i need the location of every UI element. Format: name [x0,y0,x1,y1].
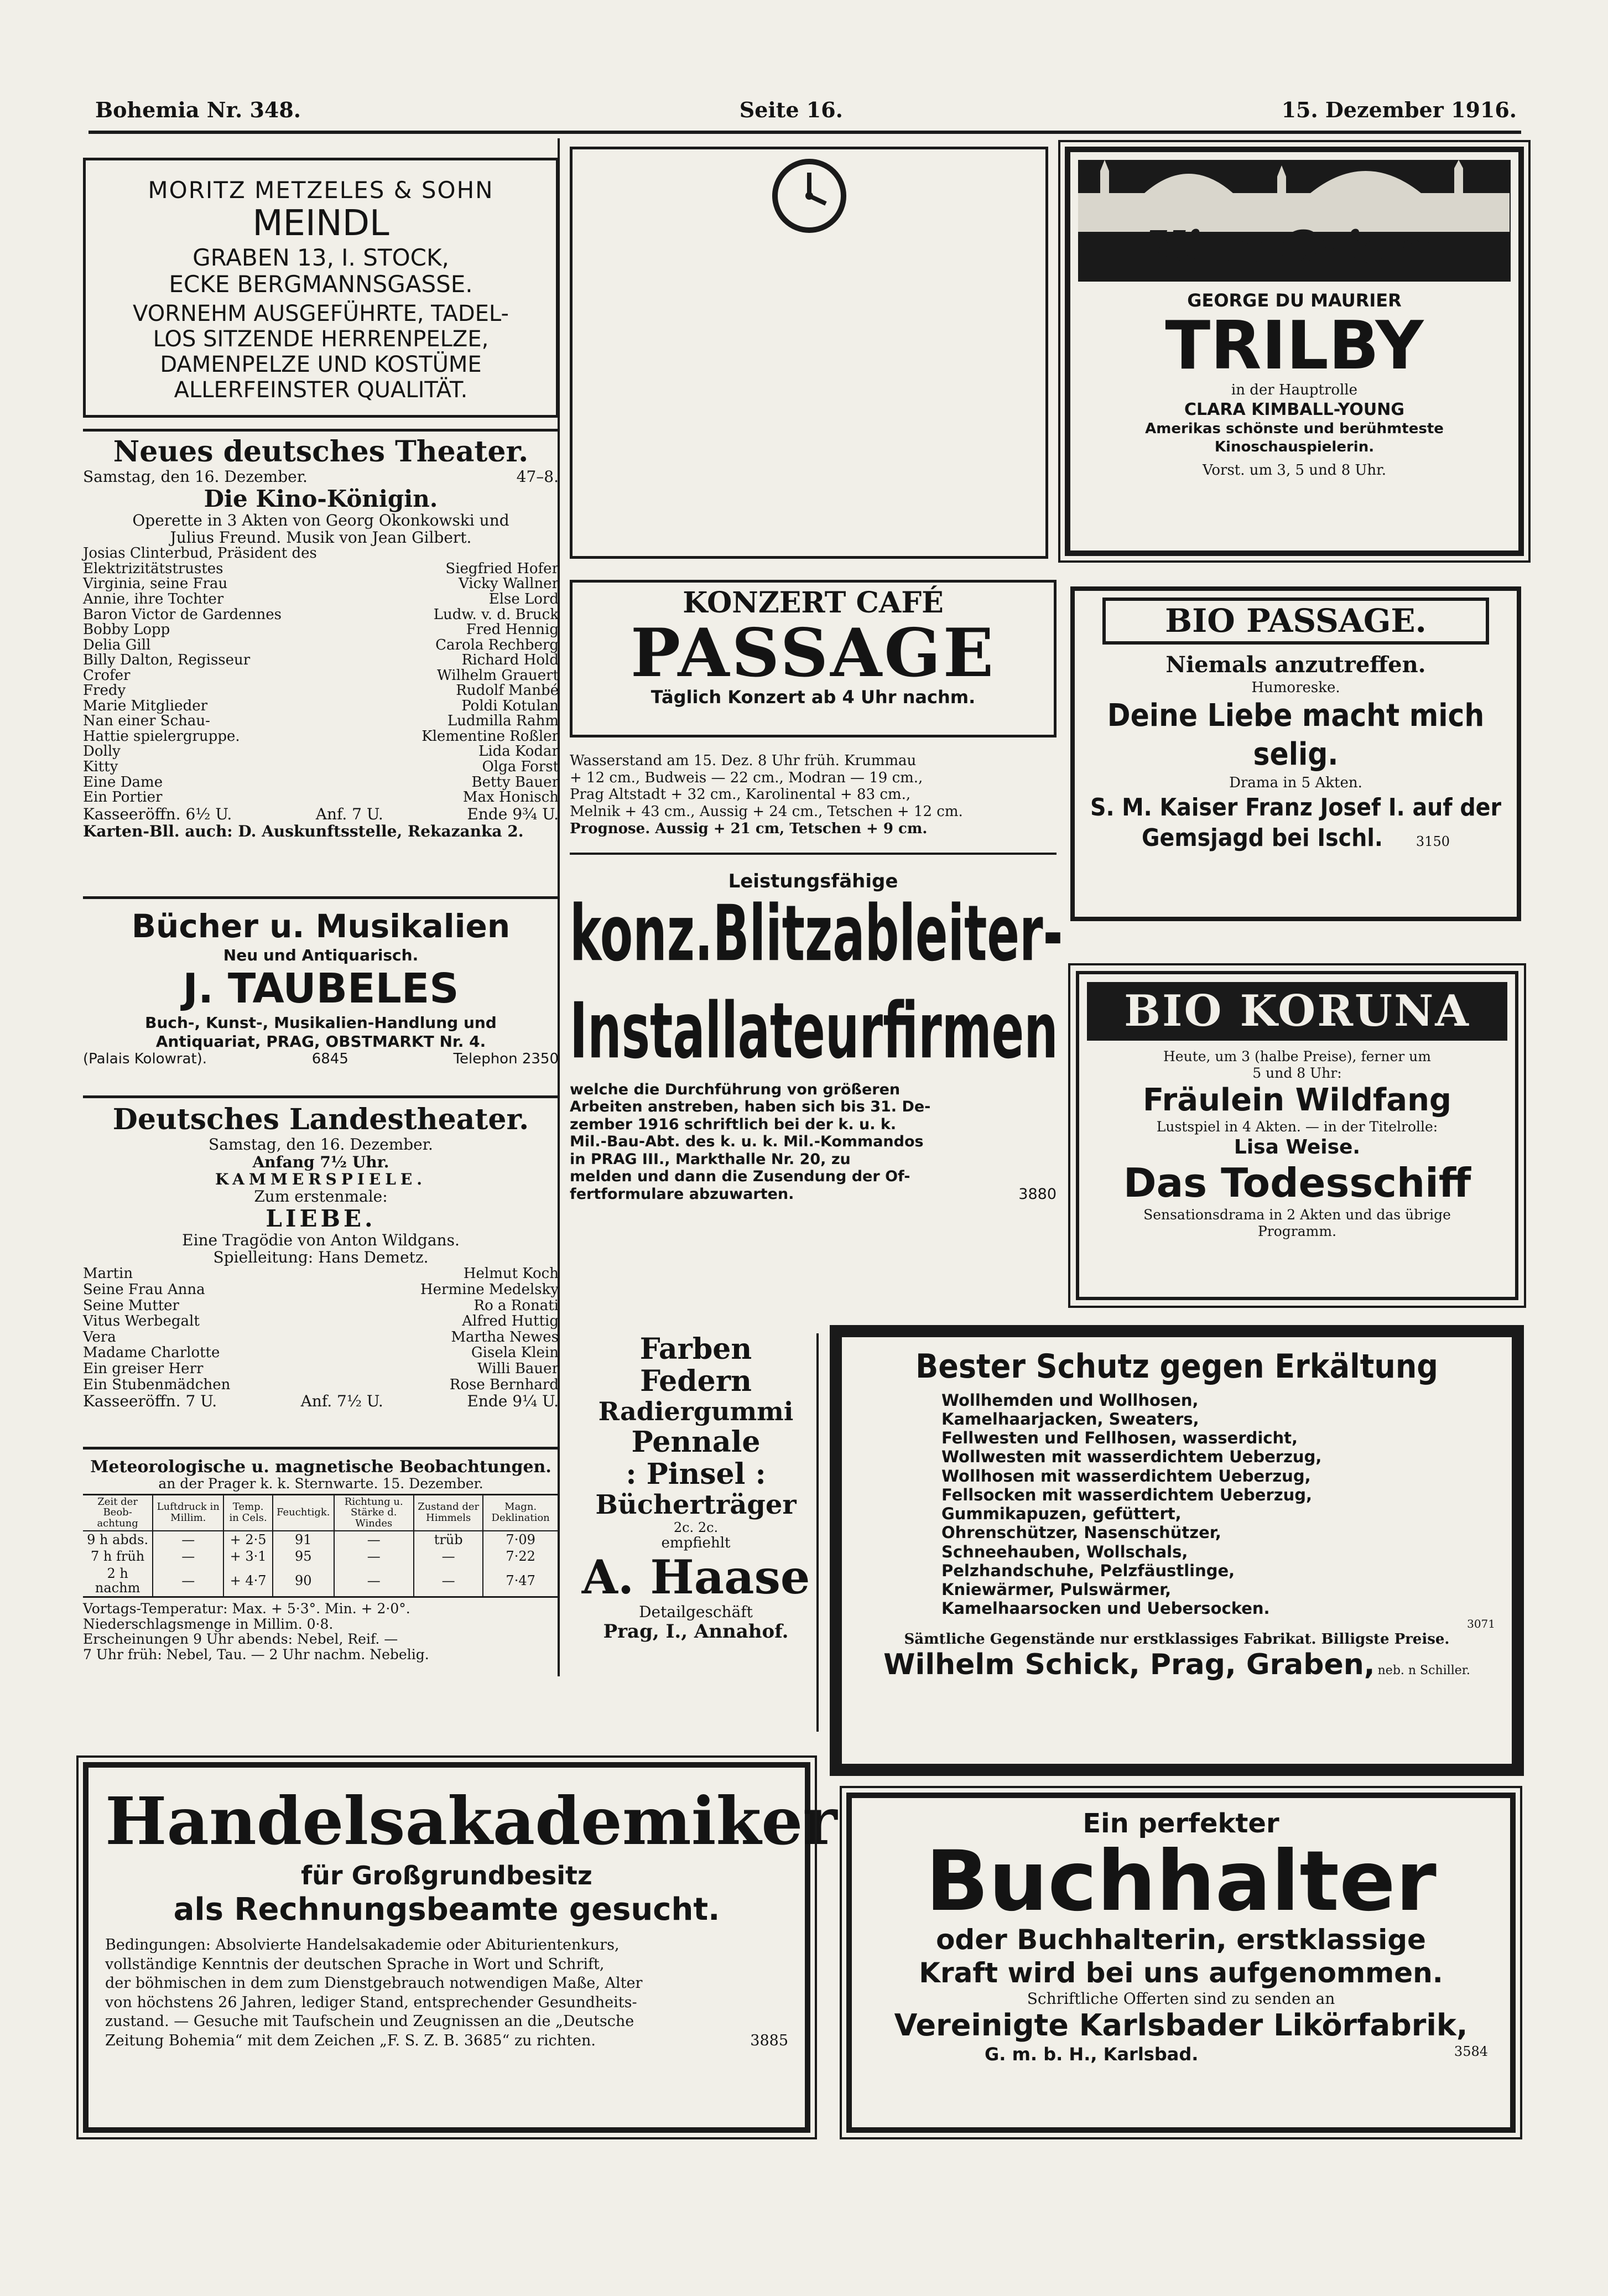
buch-line: Schriftliche Offerten sind zu senden an [1027,1989,1335,2008]
passage-line: Täglich Konzert ab 4 Uhr nachm. [651,686,976,708]
weather-row [83,1565,558,1597]
metzeles-line: ECKE BERGMANNSGASSE. [169,271,473,298]
water-line: Wasserstand am 15. Dez. 8 Uhr früh. Krummau [570,752,917,769]
weather-header-row [83,1494,558,1531]
ndt-cast-row [83,760,559,775]
ndt-role: Eine Dame [83,773,163,791]
kino-line: Kinoschauspielerin. [1214,438,1375,455]
taubeles-heading: Bücher u. Musikalien [131,907,511,945]
weather-cell: 7·22 [483,1548,558,1565]
dlt-footer-end: Ende 9¼ U. [467,1392,559,1411]
dlt-stage: KAMMERSPIELE. [215,1170,427,1188]
kino-orient-ad [1065,147,1524,556]
metzeles-line: GRABEN 13, I. STOCK, [192,243,449,271]
taubeles-footer [83,1051,559,1068]
taubeles-line: Antiquariat, PRAG, OBSTMARKT Nr. 4. [155,1032,486,1051]
page-header [95,97,1517,122]
ndt-role: Kitty [83,759,118,775]
ndt-role: Annie, ihre Tochter [83,590,224,607]
ndt-tickets: Karten-Bll. auch: D. Auskunftsstelle, Rekazanka 2. [83,822,524,840]
dlt-play: LIEBE. [266,1204,376,1232]
ndt-role: Elektrizitätstrustes [83,560,223,577]
weather-cell: — [153,1531,223,1548]
schick-item: Kamelhaarjacken, Sweaters, [941,1410,1199,1429]
dlt-actor: Gisela Klein [471,1344,559,1362]
koruna-line: Programm. [1257,1223,1337,1240]
metzeles-ad [83,158,559,418]
dlt-cast-row [83,1282,559,1298]
bio-title: BIO PASSAGE. [1102,598,1489,645]
ndt-cast-row [83,744,559,760]
weather-note: Vortags-Temperatur: Max. + 5·3°. Min. + 2·0°. [83,1601,410,1617]
handel-para: Zeitung Bohemia“ mit dem Zeichen „F. S. Z. B. 3685“ zu richten. [105,2032,596,2049]
dlt-desc: Eine Tragödie von Anton Wildgans. [182,1230,460,1249]
weather-row [83,1531,558,1548]
ndt-block [83,429,559,899]
koruna-line: Lustspiel in 4 Akten. — in der Titelrolle: [1156,1118,1438,1135]
water-line: Prag Altstadt + 32 cm., Karolinental + 83 cm., [570,786,911,803]
ndt-footer-open: Kasseeröffn. 6½ U. [83,804,232,823]
weather-cell: 91 [273,1531,334,1548]
dlt-title: Deutsches Landestheater. [112,1103,529,1136]
koruna-line: Lisa Weise. [1234,1135,1361,1159]
haase-line: empfiehlt [661,1535,731,1552]
dlt-role: Vitus Werbegalt [83,1313,200,1330]
ndt-role: Baron Victor de Gardennes [83,606,282,623]
dlt-actor: Martha Newes [451,1328,559,1346]
dlt-actor: Willi Bauer [477,1360,559,1377]
ndt-cast-row [83,576,559,592]
koruna-logo: BIO KORUNA [1087,982,1507,1041]
weather-block [83,1458,559,1696]
taubeles-num: 6845 [311,1051,348,1068]
weather-note: Erscheinungen 9 Uhr abends: Nebel, Reif. — [83,1631,398,1648]
haase-line: Bücherträger [595,1489,797,1521]
buchhalter-ad [846,1793,1516,2133]
weather-cell: — [334,1565,414,1597]
ndt-cast-row [83,592,559,607]
blitz-heading: konz.Blitzableiter- [570,889,1063,979]
dlt-cast-row [83,1313,559,1329]
bio-num: 3150 [1416,833,1450,849]
ndt-actor: Betty Bauer [471,773,559,791]
schick-line: Sämtliche Gegenstände nur erstklassiges Fabrikat. Billigste Preise. [904,1631,1450,1648]
handel-text [105,1936,788,2050]
dlt-cast-row [83,1298,559,1314]
metzeles-line: ALLERFEINSTER QUALITÄT. [174,377,468,403]
blitz-num: 3880 [1018,1186,1057,1203]
ndt-cast-list [83,546,559,805]
weather-note: 7 Uhr früh: Nebel, Tau. — 2 Uhr nachm. Nebelig. [83,1646,429,1663]
dlt-block [83,1104,559,1450]
ndt-num: 47–8. [516,467,559,486]
dlt-cast-row [83,1377,559,1393]
dlt-footer [83,1393,559,1410]
ndt-cast-row [83,790,559,806]
kino-logo: Kino Orient [1144,221,1444,274]
weather-table [83,1494,559,1598]
water-line: Melnik + 43 cm., Aussig + 24 cm., Tetschen + 12 cm. [570,803,963,820]
ndt-footer-start: Anf. 7 U. [315,804,383,823]
blitz-text [570,1081,1057,1203]
ndt-actor: Klementine Roßler [421,728,559,745]
weather-cell: 7·09 [483,1531,558,1548]
dlt-cast-row [83,1361,559,1377]
weather-cell: + 3·1 [223,1548,273,1565]
dlt-role: Ein greiser Herr [83,1360,204,1377]
header-rule [89,131,1521,134]
blitz-ad [570,870,1063,1325]
dlt-cast-list [83,1266,559,1393]
weather-header-cell: Richtung u. Stärke d. Windes [334,1494,414,1531]
metzeles-line: DAMENPELZE UND KOSTÜME [160,352,482,378]
blitz-last [570,1186,1057,1203]
bio-koruna-ad [1076,971,1518,1300]
ndt-role: Virginia, seine Frau [83,575,228,593]
bio-last [1075,823,1517,853]
blitz-line: welche die Durchführung von größeren [570,1081,901,1098]
haase-line: 2c. 2c. [673,1520,719,1536]
schick-item: Wollhemden und Wollhosen, [941,1390,1199,1410]
haase-line: Pennale [631,1425,761,1459]
dlt-role: Martin [83,1265,133,1282]
weather-title: Meteorologische u. magnetische Beobachtungen. [90,1457,551,1477]
ndt-cast-row [83,638,559,653]
haase-line: Radiergummi [598,1396,794,1427]
blitz-heading: Installateurfirmen [570,986,1058,1076]
kino-line: Vorst. um 3, 5 und 8 Uhr. [1202,462,1387,479]
schick-item: Gummikapuzen, gefüttert, [941,1504,1182,1524]
dlt-start: Anfang 7½ Uhr. [252,1152,389,1171]
schick-item: Fellwesten und Fellhosen, wasserdicht, [941,1428,1298,1448]
bio-line: Niemals anzutreffen. [1165,651,1426,678]
kino-logo-banner [1078,160,1511,282]
koruna-line: Sensationsdrama in 2 Akten und das übrige [1143,1207,1451,1223]
weather-cell: + 2·5 [223,1531,273,1548]
blitz-line: in PRAG III., Markthalle Nr. 20, zu [570,1150,851,1168]
water-line: + 12 cm., Budweis — 22 cm., Modran — 19 cm., [570,769,923,786]
ndt-cast-row [83,775,559,791]
ndt-actor: Fred Hennig [466,621,559,638]
weather-cell: — [334,1531,414,1548]
handel-last [105,2032,788,2051]
ndt-date: Samstag, den 16. Dezember. [83,467,308,486]
handel-para: Bedingungen: Absolvierte Handelsakademie oder Abiturientenkurs, [105,1936,620,1954]
haase-name: A. Haase [581,1550,810,1605]
water-block [570,752,1057,855]
ndt-desc: Operette in 3 Akten von Georg Okonkowski und [132,511,509,529]
passage-ad [570,580,1057,737]
ndt-cast-row [83,714,559,729]
ndt-actor: Else Lord [488,590,559,607]
dlt-first: Zum erstenmale: [254,1187,388,1206]
handel-para: vollständige Kenntnis der deutschen Sprache in Wort und Schrift, [105,1955,605,1973]
blitz-line: zember 1916 schriftlich bei der k. u. k. [570,1115,897,1133]
metzeles-name: MEINDL [252,203,389,245]
ndt-role: Hattie spielergruppe. [83,728,240,745]
ndt-role: Bobby Lopp [83,621,170,638]
schick-num: 3071 [1467,1617,1495,1631]
schick-title: Bester Schutz gegen Erkältung [915,1347,1438,1386]
buch-line: oder Buchhalterin, erstklassige [936,1923,1426,1956]
dlt-role: Vera [83,1328,116,1346]
haase-line: Federn [640,1364,752,1399]
ndt-role: Dolly [83,743,121,760]
buch-line: Ein perfekter [1083,1808,1279,1839]
handel-para: zustand. — Gesuche mit Taufschein und Zeugnissen an die „Deutsche [105,2013,634,2030]
kino-line: in der Hauptrolle [1231,382,1358,398]
blitz-line: Arbeiten anstreben, haben sich bis 31. De- [570,1098,931,1116]
dlt-role: Madame Charlotte [83,1344,220,1362]
kino-line: CLARA KIMBALL-YOUNG [1184,399,1404,419]
ndt-role: Crofer [83,667,131,684]
ndt-cast-row [83,622,559,638]
weather-cell: 7 h früh [83,1548,153,1565]
weather-cell: — [334,1548,414,1565]
dlt-actor: Hermine Medelsky [420,1281,559,1298]
bio-line: Gemsjagd bei Ischl. [1142,823,1383,852]
schick-item: Wollwesten mit wasserdichtem Ueberzug, [941,1447,1322,1467]
varieté-ad [570,147,1048,559]
ndt-role: Josias Clinterbud, Präsident des [83,545,317,562]
blitz-line: Leistungsfähige [728,870,898,892]
ndt-cast-row [83,562,559,577]
koruna-line: Heute, um 3 (halbe Preise), ferner um [1163,1048,1431,1064]
haase-line: Detailgeschäft [639,1603,753,1622]
ndt-actor: Siegfried Hofer [445,560,559,577]
weather-header-cell: Zeit der Beob-achtung [83,1494,153,1531]
taubeles-sub: Neu und Antiquarisch. [223,946,419,964]
ndt-role: Fredy [83,682,126,699]
ndt-actor: Ludw. v. d. Bruck [433,606,559,623]
metzeles-line: VORNEHM AUSGEFÜHRTE, TADEL- [133,301,509,327]
weather-cell: — [153,1565,223,1597]
handel-para: der böhmischen in dem zum Dienstgebrauch notwendigen Maße, Alter [105,1975,643,1992]
weather-cell: 7·47 [483,1565,558,1597]
ndt-role: Marie Mitglieder [83,697,208,714]
ndt-cast-row [83,683,559,699]
schick-item: Kamelhaarsocken und Uebersocken. [941,1599,1270,1618]
schick-address [858,1648,1495,1682]
ndt-role: Delia Gill [83,636,151,653]
clock-icon [771,157,848,235]
haase-line: : Pinsel : [626,1457,766,1492]
ndt-actor: Lida Kodar [478,743,559,760]
taubeles-ad [83,907,559,1098]
weather-header-cell: Zustand der Himmels [414,1494,483,1531]
ndt-actor: Max Honisch [462,789,559,806]
dlt-role: Ein Stubenmädchen [83,1376,231,1393]
handel-num: 3885 [750,2032,788,2049]
weather-note: Niederschlagsmenge in Millim. 0·8. [83,1615,334,1632]
dlt-role: Seine Mutter [83,1297,179,1314]
dlt-director: Spielleitung: Hans Demetz. [213,1248,429,1267]
kino-line: Amerikas schönste und berühmteste [1145,420,1444,437]
bio-line: Drama in 5 Akten. [1229,775,1362,791]
blitz-line: melden und dann die Zusendung der Of- [570,1168,910,1186]
ndt-cast-row [83,699,559,714]
ndt-cast-row [83,607,559,623]
ndt-role: Billy Dalton, Regisseur [83,652,251,669]
weather-cell: 90 [273,1565,334,1597]
weather-header-cell: Feuchtigk. [273,1494,334,1531]
schick-near: neb. n Schiller. [1377,1663,1470,1677]
bio-passage-ad [1070,586,1521,921]
ndt-role: Nan einer Schau- [83,713,210,730]
kino-title: TRILBY [1165,308,1424,385]
ndt-actor: Olga Forst [482,759,559,775]
dlt-actor: Rose Bernhard [449,1376,559,1393]
schick-name: Wilhelm Schick, Prag, Graben, [883,1648,1375,1681]
haase-line: Prag, I., Annahof. [603,1620,789,1643]
weather-row [83,1548,558,1565]
passage-line: KONZERT CAFÉ [683,586,944,620]
ndt-actor: Poldi Kotulan [461,697,559,714]
ndt-role: Ein Portier [83,789,163,806]
haase-ad [575,1333,819,1732]
metzeles-line: MORITZ METZELES & SOHN [148,176,494,204]
koruna-line: 5 und 8 Uhr: [1252,1064,1342,1081]
handel-line: für Großgrundbesitz [301,1860,592,1890]
schick-item: Ohrenschützer, Nasenschützer, [941,1523,1221,1542]
dlt-cast-row [83,1329,559,1346]
metzeles-line: LOS SITZENDE HERRENPELZE, [153,326,489,352]
ndt-title: Neues deutsches Theater. [113,435,529,469]
weather-cell: — [414,1548,483,1565]
water-line: Prognose. Aussig + 21 cm, Tetschen + 9 cm. [570,820,928,837]
handel-title: Handelsakademiker [105,1783,837,1859]
weather-cell: 95 [273,1548,334,1565]
ndt-cast-row [83,668,559,684]
kino-line: GEORGE DU MAURIER [1187,290,1402,311]
ndt-actor: Richard Hold [461,652,559,669]
weather-cell: 2 h nachm [83,1565,153,1597]
dlt-role: Seine Frau Anna [83,1281,205,1298]
ndt-desc: Julius Freund. Musik von Jean Gilbert. [170,528,472,547]
koruna-film: Fräulein Wildfang [1142,1082,1452,1118]
bio-line: Humoreske. [1251,679,1340,696]
handel-ad [83,1762,837,2133]
schick-item: Schneehauben, Wollschals, [941,1542,1188,1561]
schick-item: Fellsocken mit wasserdichtem Ueberzug, [941,1485,1313,1504]
header-center: Seite 16. [739,97,843,122]
blitz-line: fertformulare abzuwarten. [570,1186,794,1203]
dlt-actor: Helmut Koch [463,1265,559,1282]
weather-header-cell: Temp. in Cels. [223,1494,273,1531]
ndt-footer-end: Ende 9¾ U. [467,804,559,823]
ndt-actor: Rudolf Manbé [456,682,559,699]
varieté-logo [580,157,1038,235]
buch-line: G. m. b. H., Karlsbad. [985,2043,1199,2065]
ndt-date-row [83,468,559,485]
dlt-cast-row [83,1345,559,1361]
weather-header-cell: Luftdruck in Millim. [153,1494,223,1531]
ndt-cast-row [83,546,559,562]
weather-cell: 9 h abds. [83,1531,153,1548]
ndt-footer [83,806,559,823]
passage-name: PASSAGE [630,614,996,692]
handel-para: von höchstens 26 Jahren, lediger Stand, entsprechender Gesundheits- [105,1993,637,2011]
header-left: Bohemia Nr. 348. [95,97,301,122]
schick-ad [830,1325,1524,1776]
dlt-actor: Alfred Huttig [462,1313,559,1330]
handel-line: als Rechnungsbeamte gesucht. [173,1891,720,1928]
ndt-play: Die Kino-Königin. [204,485,438,512]
weather-cell: — [153,1548,223,1565]
dlt-cast-row [83,1266,559,1282]
ndt-cast-row [83,653,559,668]
taubeles-name: J. TAUBELES [183,965,459,1013]
ndt-cast-row [83,729,559,745]
schick-item-list [858,1391,1495,1618]
schick-item: Pelzhandschuhe, Pelzfäustlinge, [941,1561,1235,1580]
dlt-footer-start: Anf. 7½ U. [300,1392,383,1411]
taubeles-palais: (Palais Kolowrat). [83,1051,207,1068]
buch-last [852,2044,1510,2065]
bio-line: Deine Liebe macht mich selig. [1107,698,1485,772]
bio-line: S. M. Kaiser Franz Josef I. auf der [1090,793,1502,822]
schick-item: Kniewärmer, Pulswärmer, [941,1580,1172,1599]
taubeles-line: Buch-, Kunst-, Musikalien-Handlung und [145,1013,497,1032]
buch-title: Buchhalter [925,1833,1437,1930]
koruna-film: Das Todesschiff [1123,1159,1471,1206]
weather-header-cell: Magn. Deklination [483,1494,558,1531]
dlt-footer-open: Kasseeröffn. 7 U. [83,1392,217,1411]
weather-cell: trüb [414,1531,483,1548]
dlt-date: Samstag, den 16. Dezember. [209,1135,433,1154]
blitz-line: Mil.-Bau-Abt. des k. u. k. Mil.-Kommandos [570,1133,924,1151]
buch-line: Kraft wird bei uns aufgenommen. [919,1956,1443,1989]
buch-num: 3584 [1454,2043,1488,2059]
weather-cell: — [414,1565,483,1597]
weather-sub: an der Prager k. k. Sternwarte. 15. Dezember. [158,1476,483,1492]
haase-line: Farben [639,1332,752,1366]
dlt-actor: Ro a Ronati [473,1297,559,1314]
schick-item: Wollhosen mit wasserdichtem Ueberzug, [941,1466,1311,1485]
taubeles-phone: Telephon 2350 [453,1051,559,1068]
buch-company: Vereinigte Karlsbader Likörfabrik, [894,2008,1468,2043]
weather-cell: + 4·7 [223,1565,273,1597]
ndt-actor: Carola Rechberg [435,636,559,653]
ndt-actor: Vicky Wallner [458,575,559,593]
header-right: 15. Dezember 1916. [1281,97,1517,122]
ndt-actor: Wilhelm Grauert [437,667,559,684]
ndt-actor: Ludmilla Rahm [447,713,559,730]
